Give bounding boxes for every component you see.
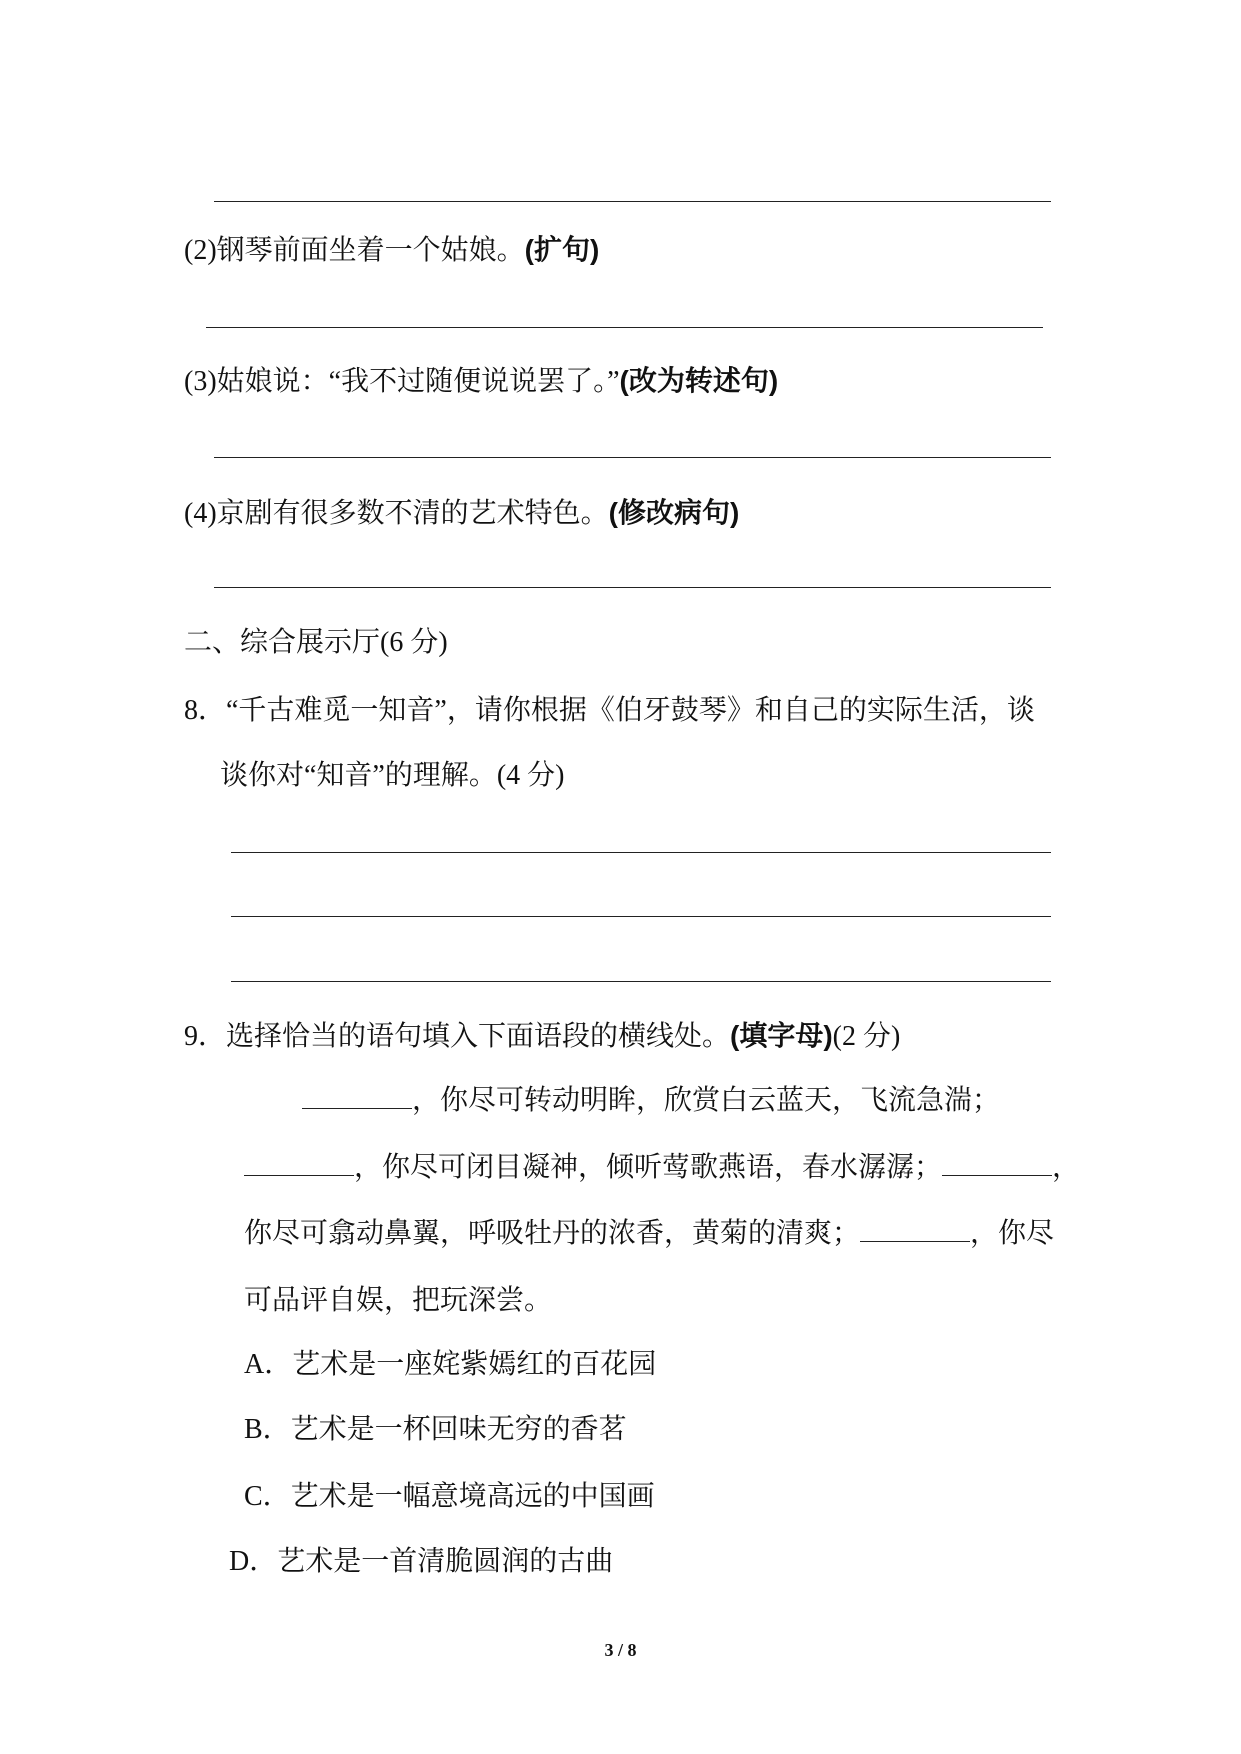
question-7-4 [184, 495, 739, 532]
passage-line-3 [244, 1215, 1054, 1251]
question-8-line1: 8．“千古难觅一知音”，请你根据《伯牙鼓琴》和自己的实际生活，谈 [184, 695, 1035, 726]
question-text: (4)京剧有很多数不清的艺术特色。 [184, 498, 609, 529]
passage-text: ，你尽可转动明眸，欣赏白云蓝天，飞流急湍； [412, 1084, 1001, 1115]
option-d: D．艺术是一首清脆圆润的古曲 [229, 1546, 614, 1577]
question-hint: (改为转述句) [619, 365, 779, 396]
answer-line[interactable] [206, 327, 1043, 328]
fill-blank[interactable] [244, 1149, 354, 1176]
passage-text: 你尽可翕动鼻翼，呼吸牡丹的浓香，黄菊的清爽； [244, 1217, 861, 1248]
passage-line-2 [244, 1149, 1080, 1185]
passage-text: ，你尽可闭目凝神，倾听莺歌燕语，春水潺潺； [354, 1151, 943, 1182]
answer-line[interactable] [214, 587, 1051, 588]
passage-line-4: 可品评自娱，把玩深尝。 [244, 1284, 553, 1315]
passage-text: ，你尽 [970, 1217, 1055, 1248]
question-7-3 [184, 363, 778, 400]
question-hint: (扩句) [524, 234, 600, 265]
option-a: A．艺术是一座姹紫嫣红的百花园 [244, 1349, 657, 1380]
answer-line[interactable] [214, 457, 1051, 458]
question-hint: (填字母) [730, 1020, 833, 1051]
question-7-2 [184, 232, 599, 269]
question-8-line2: 谈你对“知音”的理解。(4 分) [220, 760, 565, 791]
question-score: (2 分) [832, 1021, 901, 1052]
section-heading: 二、综合展示厅(6 分) [184, 627, 448, 658]
fill-blank[interactable] [942, 1149, 1052, 1176]
answer-line[interactable] [214, 201, 1051, 202]
passage-line-1 [302, 1082, 1000, 1118]
question-text: (3)姑娘说：“我不过随便说说罢了。” [184, 366, 620, 397]
option-c: C．艺术是一幅意境高远的中国画 [244, 1481, 655, 1512]
fill-blank[interactable] [302, 1082, 412, 1109]
question-text: (2)钢琴前面坐着一个姑娘。 [184, 235, 525, 266]
option-b: B．艺术是一杯回味无穷的香茗 [244, 1414, 627, 1445]
question-text: 9．选择恰当的语句填入下面语段的横线处。 [184, 1021, 731, 1052]
question-9 [184, 1018, 900, 1055]
answer-line[interactable] [231, 852, 1051, 853]
page-number: 3 / 8 [604, 1640, 637, 1660]
fill-blank[interactable] [860, 1215, 970, 1242]
question-hint: (修改病句) [608, 497, 740, 528]
answer-line[interactable] [231, 981, 1051, 982]
passage-text: ， [1052, 1151, 1081, 1182]
answer-line[interactable] [231, 916, 1051, 917]
